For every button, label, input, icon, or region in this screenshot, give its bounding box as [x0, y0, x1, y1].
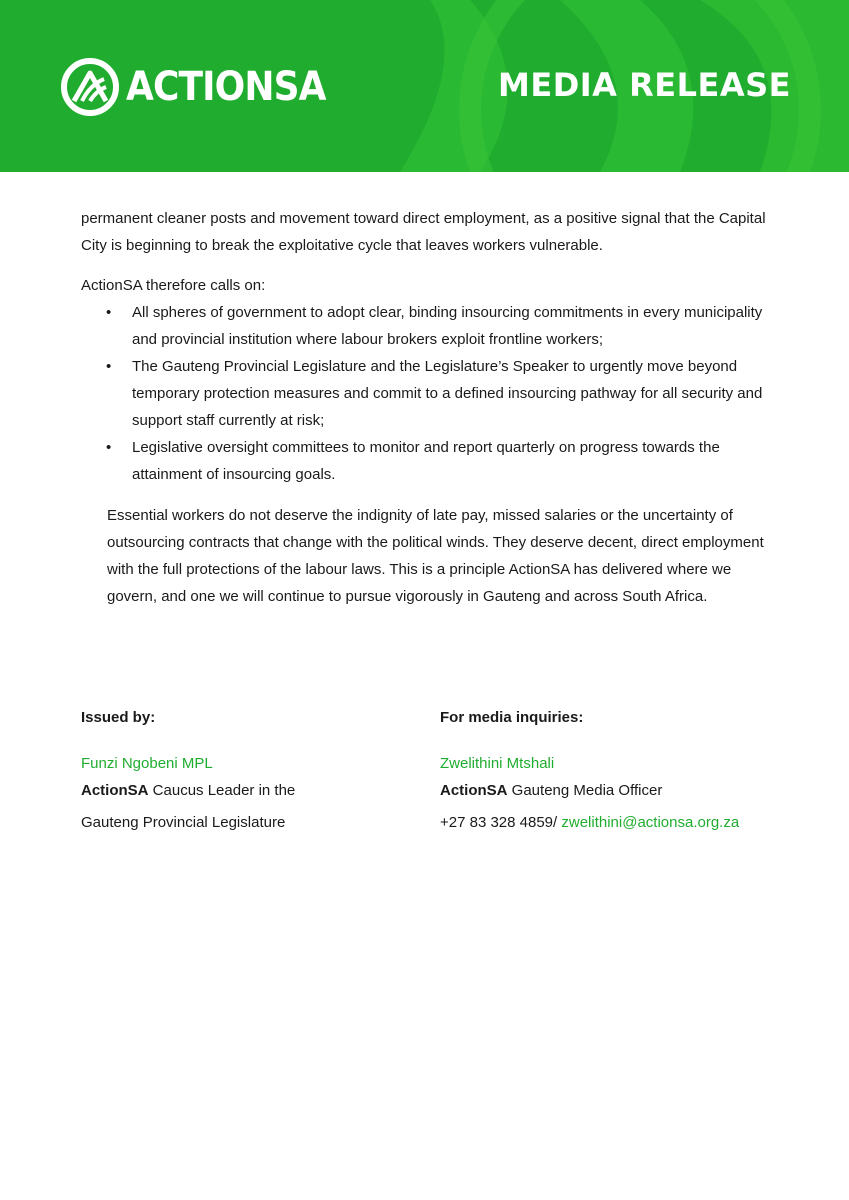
issued-by-heading: Issued by: — [81, 709, 156, 726]
page-title: MEDIA RELEASE — [498, 66, 791, 104]
paragraph-closing: Essential workers do not deserve the indignity of late pay, missed salaries or the uncertainty of outsourcing contracts that change with the political winds. They deserve decent, direct employment with the full protections of the labour laws. This is a principle ActionSA has delivered where we govern, and one we will continue to pursue vigorously in Gauteng and across South Africa. — [107, 507, 764, 605]
media-contact-line — [440, 811, 739, 835]
release-body — [81, 205, 771, 610]
issued-by-block — [81, 706, 401, 831]
issuer-role-line — [81, 779, 295, 803]
media-role-line — [440, 779, 662, 803]
media-inquiries-block — [440, 706, 800, 831]
issuer-role: Caucus Leader in the — [152, 782, 296, 799]
calls-intro: ActionSA therefore calls on: — [81, 277, 266, 294]
bullet-icon: • — [106, 304, 112, 321]
calls-list — [81, 299, 771, 488]
actionsa-logo — [60, 56, 348, 118]
media-role: Gauteng Media Officer — [511, 782, 663, 799]
media-phone: +27 83 328 4859/ — [440, 814, 558, 831]
bullet-icon: • — [106, 439, 112, 456]
list-item — [106, 299, 771, 353]
bullet-icon: • — [106, 358, 112, 375]
issuer-name: Funzi Ngobeni MPL — [81, 755, 213, 772]
header-banner — [0, 0, 849, 172]
logo-wordmark: ACTIONSA — [126, 64, 326, 110]
issuer-role-line-2: Gauteng Provincial Legislature — [81, 814, 286, 831]
issuer-org: ActionSA — [81, 782, 149, 799]
paragraph-intro: permanent cleaner posts and movement toward direct employment, as a positive signal that the Capital City is beginning to break the exploitative cycle that leaves workers vulnerable. — [81, 210, 766, 254]
list-item — [106, 434, 771, 488]
list-item-text: The Gauteng Provincial Legislature and the Legislature’s Speaker to urgently move beyond temporary protection measures and commit to a defined insourcing pathway for all security and support staff currently at risk; — [132, 358, 763, 429]
media-contact-name: Zwelithini Mtshali — [440, 755, 555, 772]
media-email-link[interactable]: zwelithini@actionsa.org.za — [561, 814, 740, 831]
list-item-text: Legislative oversight committees to monitor and report quarterly on progress towards the attainment of insourcing goals. — [132, 439, 720, 483]
list-item — [106, 353, 771, 434]
list-item-text: All spheres of government to adopt clear, binding insourcing commitments in every municipality and provincial institution where labour brokers exploit frontline workers; — [132, 304, 763, 348]
actionsa-logo-icon — [60, 57, 120, 117]
media-heading: For media inquiries: — [440, 709, 584, 726]
media-org: ActionSA — [440, 782, 508, 799]
